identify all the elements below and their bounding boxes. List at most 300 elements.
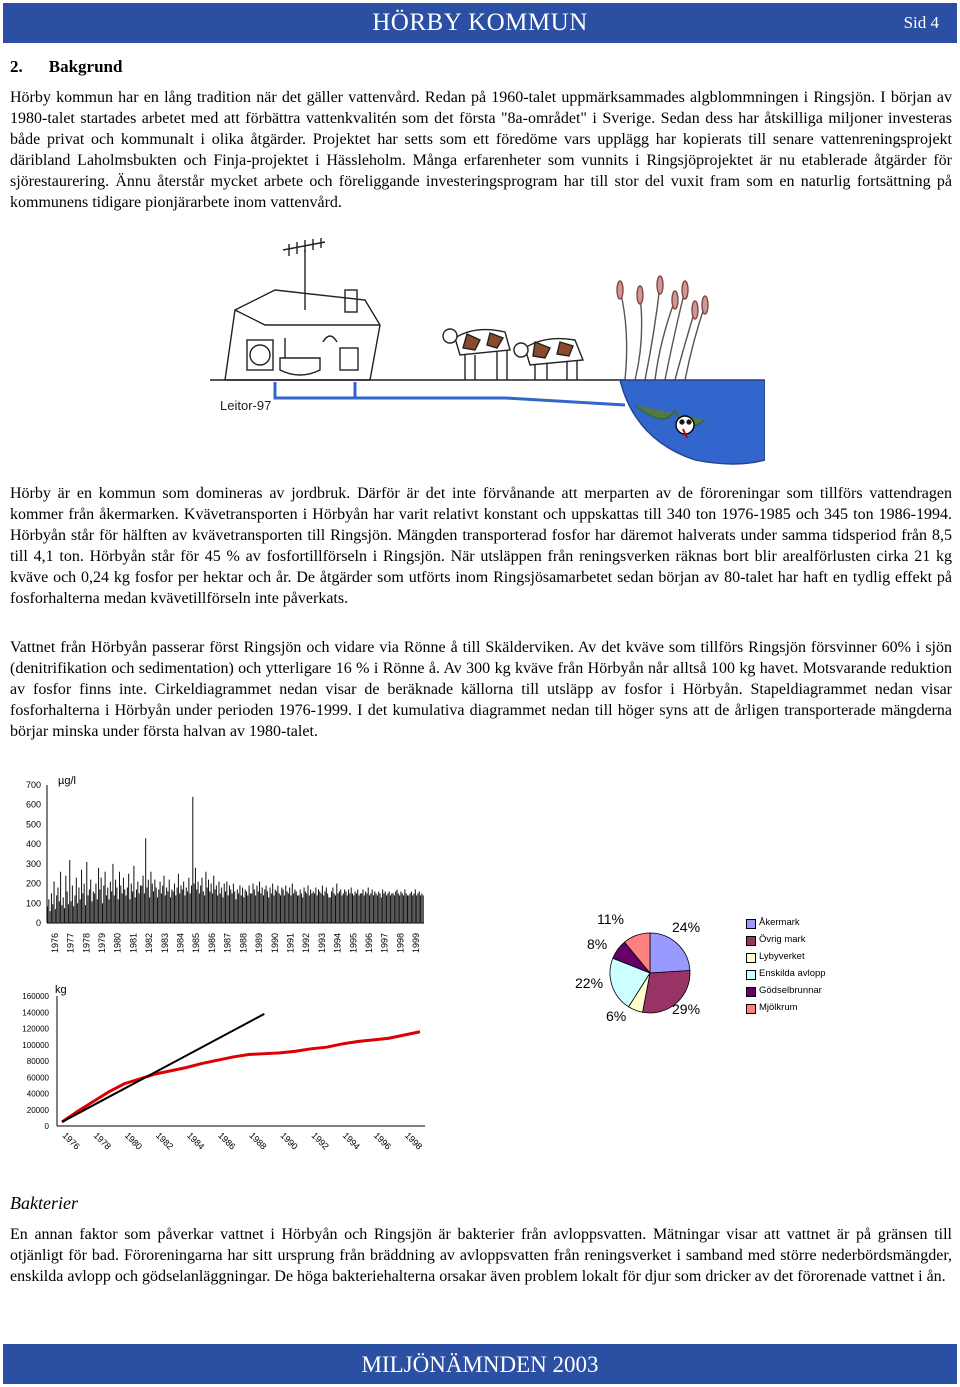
- bar-x-tick-label: 1991: [285, 932, 296, 953]
- legend-label: Övrig mark: [759, 934, 806, 945]
- bar: [416, 895, 417, 923]
- bar: [224, 884, 225, 923]
- bar: [268, 897, 269, 923]
- bar: [412, 895, 413, 923]
- bar: [190, 893, 191, 923]
- bar: [72, 886, 73, 923]
- line-x-tick-label: 1978: [91, 1130, 113, 1152]
- section-heading: [10, 57, 122, 77]
- bar: [77, 903, 78, 923]
- bar: [54, 882, 55, 923]
- bar: [137, 882, 138, 923]
- bar: [317, 895, 318, 923]
- legend-item: [746, 917, 906, 934]
- legend-label: Åkermark: [759, 917, 800, 928]
- bar: [331, 891, 332, 923]
- bar: [71, 901, 72, 923]
- line-x-tick-label: 1998: [403, 1130, 425, 1152]
- bar: [326, 888, 327, 923]
- bar: [414, 893, 415, 923]
- bar: [232, 893, 233, 923]
- bar: [56, 895, 57, 923]
- bar-x-tick-label: 1994: [332, 932, 343, 953]
- bar: [321, 893, 322, 923]
- bar: [256, 886, 257, 923]
- bar-y-tick-label: 300: [25, 858, 41, 869]
- bar: [67, 891, 68, 923]
- bar: [249, 886, 250, 923]
- bar: [184, 895, 185, 923]
- bar: [421, 893, 422, 923]
- bar: [275, 889, 276, 923]
- bar: [55, 909, 56, 923]
- bar: [196, 889, 197, 923]
- bar: [336, 884, 337, 923]
- bar: [179, 893, 180, 923]
- bar-x-tick-label: 1983: [159, 932, 170, 953]
- bar: [78, 888, 79, 923]
- bar: [109, 899, 110, 923]
- bar: [254, 889, 255, 923]
- bar: [247, 895, 248, 923]
- bar: [65, 876, 66, 923]
- bar: [198, 882, 199, 923]
- bar: [145, 838, 146, 923]
- bar: [123, 878, 124, 923]
- pie-label-lybyverket: 6%: [606, 1008, 627, 1024]
- bar: [342, 895, 343, 923]
- bar: [209, 891, 210, 923]
- bar: [229, 886, 230, 923]
- bar: [305, 891, 306, 923]
- bar: [379, 893, 380, 923]
- bar: [204, 895, 205, 923]
- bar: [160, 882, 161, 923]
- bar: [407, 895, 408, 923]
- bar: [362, 889, 363, 923]
- bar: [313, 891, 314, 923]
- bar: [306, 893, 307, 923]
- line-x-tick-label: 1988: [247, 1130, 269, 1152]
- pie-label-mjolkrum: 11%: [597, 911, 624, 927]
- bar: [174, 884, 175, 923]
- bar: [280, 895, 281, 923]
- bar-x-tick-label: 1980: [112, 932, 123, 953]
- bar: [267, 891, 268, 923]
- bar: [368, 888, 369, 923]
- bar-x-tick-label: 1987: [222, 932, 233, 953]
- bar: [376, 893, 377, 923]
- bar: [245, 889, 246, 923]
- bar: [417, 893, 418, 923]
- pie-slice: [650, 933, 690, 973]
- bar: [225, 891, 226, 923]
- section-number: 2.: [10, 57, 23, 76]
- bar: [95, 884, 96, 923]
- bar: [359, 895, 360, 923]
- bar: [325, 891, 326, 923]
- bar: [310, 889, 311, 923]
- bar: [85, 905, 86, 923]
- bar: [139, 893, 140, 923]
- pie-label-enskilda-avlopp: 22%: [575, 975, 604, 991]
- section-title: Bakgrund: [48, 57, 123, 76]
- bar: [397, 889, 398, 923]
- bar: [233, 884, 234, 923]
- bar: [385, 891, 386, 923]
- bar: [51, 893, 52, 923]
- legend-swatch: [746, 987, 756, 997]
- bar: [345, 891, 346, 923]
- bar: [360, 893, 361, 923]
- bar: [302, 897, 303, 923]
- bar: [378, 891, 379, 923]
- bar: [141, 886, 142, 923]
- bar: [124, 889, 125, 923]
- bar: [191, 886, 192, 923]
- bar: [200, 886, 201, 923]
- bar: [60, 872, 61, 923]
- legend-swatch: [746, 953, 756, 963]
- line-x-tick-label: 1996: [371, 1130, 394, 1152]
- legend-swatch: [746, 1004, 756, 1014]
- bar: [212, 893, 213, 923]
- bar: [173, 891, 174, 923]
- bar: [315, 888, 316, 923]
- bar: [194, 884, 195, 923]
- bar: [277, 886, 278, 923]
- bar-chart-ylabel: µg/l: [58, 775, 76, 787]
- legend-item: [746, 985, 906, 1002]
- bar: [157, 897, 158, 923]
- line-x-tick-label: 1984: [185, 1130, 207, 1152]
- bar: [355, 891, 356, 923]
- bar: [411, 891, 412, 923]
- bar: [260, 893, 261, 923]
- bar: [251, 893, 252, 923]
- bar: [281, 888, 282, 923]
- bar: [133, 866, 134, 923]
- bar: [48, 899, 49, 923]
- bar: [136, 889, 137, 923]
- bar: [239, 886, 240, 923]
- illustration-farm-pollution: [205, 230, 765, 470]
- bar: [199, 893, 200, 923]
- paragraph-history: Hörby kommun har en lång tradition när det gäller vattenvård. Redan på 1960-talet uppmärksammades algblommningen i Ringsjön. I början av 1980-talet startades arbetet med att förbättra vattenkvalitén som det första "8a-området" i Sverige. Sedan dess har åtskilliga miljoner investeras både privat och kommunalt i olika åtgärder. Projektet har setts som ett föredöme vars upplägg har kopierats till senare vattenreningsprojekt däribland Laholmsbukten och Finja-projektet i Hässleholm. Många erfarenheter som vunnits i Ringsjöprojektet är nu etablerade åtgärder för sjörestaurering. Ännu återstår mycket arbete och föreliggande investeringsprogram har till stor del vuxit fram som en naturlig fortsättning på kommunens tidigare pionjärarbete inom vattenvård.: [10, 89, 952, 211]
- bar: [408, 895, 409, 923]
- bar: [187, 891, 188, 923]
- legend-label: Lybyverket: [759, 951, 805, 962]
- bar: [246, 891, 247, 923]
- header-title: HÖRBY KOMMUN: [372, 9, 588, 36]
- bar-x-tick-label: 1996: [364, 932, 375, 953]
- bar: [293, 893, 294, 923]
- bar: [207, 888, 208, 923]
- legend-item: [746, 1002, 906, 1019]
- bar: [419, 891, 420, 923]
- bar-y-tick-label: 0: [35, 918, 41, 928]
- bar: [98, 868, 99, 923]
- bar: [369, 895, 370, 923]
- line-y-tick-label: 40000: [26, 1089, 49, 1099]
- bacteria-heading: Bakterier: [10, 1193, 78, 1213]
- line-x-tick-label: 1990: [278, 1130, 300, 1152]
- bar: [112, 864, 113, 923]
- bar: [238, 893, 239, 923]
- bar: [215, 889, 216, 923]
- bar: [415, 889, 416, 923]
- bar-y-tick-label: 700: [25, 780, 41, 790]
- legend-item: [746, 934, 906, 951]
- bar-x-tick-label: 1988: [238, 932, 249, 953]
- bar: [391, 893, 392, 923]
- pie-label-ovrig-mark: 29%: [672, 1001, 701, 1017]
- bar: [122, 893, 123, 923]
- bar: [156, 888, 157, 923]
- bar-x-tick-label: 1990: [269, 932, 280, 953]
- bar: [143, 876, 144, 923]
- bar: [423, 895, 424, 923]
- bar: [152, 884, 153, 923]
- bar: [253, 884, 254, 923]
- bar: [290, 895, 291, 923]
- bar: [374, 891, 375, 923]
- illustration-signature: Leitor-97: [220, 398, 272, 413]
- line-x-tick-label: 1982: [153, 1130, 176, 1152]
- bar-x-tick-label: 1986: [206, 932, 217, 953]
- bar: [102, 903, 103, 923]
- line-y-tick-label: 0: [44, 1122, 49, 1131]
- bar: [177, 888, 178, 923]
- line-x-tick-label: 1994: [340, 1130, 362, 1152]
- bar: [404, 889, 405, 923]
- bar: [216, 886, 217, 923]
- bar: [332, 888, 333, 923]
- bar: [74, 895, 75, 923]
- bar: [115, 880, 116, 923]
- bar: [153, 891, 154, 923]
- bar: [328, 897, 329, 923]
- bar: [311, 893, 312, 923]
- bar: [76, 878, 77, 923]
- cumulative-series-line: [62, 1032, 420, 1122]
- bar: [357, 889, 358, 923]
- bar: [398, 893, 399, 923]
- bar: [364, 895, 365, 923]
- bar: [390, 895, 391, 923]
- bar: [211, 884, 212, 923]
- bar: [255, 895, 256, 923]
- bar: [57, 888, 58, 923]
- bar: [116, 888, 117, 923]
- bar: [373, 895, 374, 923]
- bar: [221, 888, 222, 923]
- page-number: Sid 4: [903, 13, 939, 32]
- bar: [372, 889, 373, 923]
- bar: [82, 893, 83, 923]
- bar: [195, 868, 196, 923]
- bar: [127, 888, 128, 923]
- legend-swatch: [746, 936, 756, 946]
- bar: [178, 874, 179, 923]
- bar: [61, 905, 62, 923]
- bar: [183, 882, 184, 923]
- bar-x-tick-label: 1995: [348, 932, 359, 953]
- bar: [164, 876, 165, 923]
- bar: [218, 882, 219, 923]
- pie-label-godselbrunnar: 8%: [587, 936, 608, 952]
- legend-label: Gödselbrunnar: [759, 985, 822, 996]
- line-x-tick-label: 1976: [60, 1130, 82, 1152]
- bar: [181, 886, 182, 923]
- bar: [410, 893, 411, 923]
- bar: [217, 895, 218, 923]
- bar-x-tick-label: 1997: [379, 932, 390, 953]
- bar-y-tick-label: 100: [25, 898, 41, 909]
- bar-y-tick-label: 200: [25, 878, 41, 889]
- legend-item: [746, 951, 906, 968]
- bar: [90, 880, 91, 923]
- bar: [420, 895, 421, 923]
- bar: [101, 878, 102, 923]
- bar: [327, 893, 328, 923]
- bar: [80, 899, 81, 923]
- bar: [69, 860, 70, 923]
- bar: [228, 895, 229, 923]
- legend-label: Enskilda avlopp: [759, 968, 826, 979]
- bar: [319, 891, 320, 923]
- bar: [259, 882, 260, 923]
- bar: [131, 884, 132, 923]
- pie-label-akermark: 24%: [672, 919, 701, 935]
- bar: [93, 891, 94, 923]
- bar-x-tick-label: 1998: [395, 932, 406, 953]
- bar: [386, 895, 387, 923]
- bar-x-tick-label: 1978: [81, 932, 92, 953]
- bar: [81, 870, 82, 923]
- bar: [97, 899, 98, 923]
- bar: [186, 888, 187, 923]
- bar: [270, 888, 271, 923]
- bar: [382, 889, 383, 923]
- trend-line: [62, 1014, 264, 1122]
- bar: [203, 891, 204, 923]
- legend-swatch: [746, 919, 756, 929]
- bar: [338, 893, 339, 923]
- bar: [166, 888, 167, 923]
- bar: [402, 893, 403, 923]
- bar: [322, 886, 323, 923]
- line-x-tick-label: 1986: [216, 1130, 238, 1152]
- paragraph-water-flow: Vattnet från Hörbyån passerar först Ringsjön och vidare via Rönne å till Skälderviken. Av det kväve som tillförs Ringsjön försvinner 60% i sjön (denitrifikation och sedimentation) och ytterligare 16 % i Rönne å. Av 300 kg kväve från Hörbyån når alltså 100 kg havet. Motsvarande reduktion av fosfor finns inte. Cirkeldiagrammet nedan visar de beräknade källorna till utsläpp av fosfor i Hörbyån. Stapeldiagrammet nedan visar fosforhalterna i Hörbyån under perioden 1976-1999. I det kumulativa diagrammet nedan till höger syns att de årligen transporterade mängderna börjar minska under första halvan av 1980-talet.: [10, 639, 952, 740]
- bar: [304, 888, 305, 923]
- bar: [106, 895, 107, 923]
- bar: [234, 891, 235, 923]
- bar: [161, 893, 162, 923]
- line-y-tick-label: 80000: [26, 1057, 49, 1066]
- bar: [126, 895, 127, 923]
- bar: [314, 893, 315, 923]
- bar: [169, 880, 170, 923]
- bar-y-tick-label: 400: [25, 839, 41, 850]
- bar: [140, 886, 141, 923]
- bar: [297, 895, 298, 923]
- bar: [241, 895, 242, 923]
- bar: [99, 889, 100, 923]
- bar: [148, 880, 149, 923]
- bar: [349, 893, 350, 923]
- bar: [135, 897, 136, 923]
- bar-y-tick-label: 600: [25, 799, 41, 810]
- bar: [330, 897, 331, 923]
- bar: [406, 893, 407, 923]
- page-header: [3, 3, 957, 43]
- bar: [272, 884, 273, 923]
- paragraph-agriculture: Hörby är en kommun som domineras av jordbruk. Därför är det inte förvånande att merparten av de föroreningar som tillförs vattendragen kommer från åkermarken. Kvävetransporten i Hörbyån har varit relativt konstant och uppskattas till 340 ton 1976-1985 och 345 ton 1986-1994. Hörbyån står för hälften av kvävetransporten till Ringsjön. Mängden transporterad fosfor har däremot halverats under samma tidsperiod från 8,5 till 4,1 ton. Hörbyån står för 45 % av fosfortillförseln i Ringsjön. När utsläppen från reningsverken räknas bort blir arealförlusten cirka 21 kg kväve och 0,24 kg fosfor per hektar och år. De åtgärder som utförts inom Ringsjösamarbetet sedan början av 80-talet har haft en tydlig effekt på fosforhalterna medan kvävetillförseln inte påverkats.: [10, 485, 952, 607]
- bar-x-tick-label: 1976: [49, 932, 60, 953]
- bar: [165, 895, 166, 923]
- bar: [352, 893, 353, 923]
- bar: [92, 901, 93, 923]
- bar: [84, 884, 85, 923]
- bar: [220, 893, 221, 923]
- bar: [94, 893, 95, 923]
- bar: [107, 888, 108, 923]
- bar: [132, 891, 133, 923]
- bar: [266, 886, 267, 923]
- bar: [64, 908, 65, 923]
- bar: [47, 906, 48, 923]
- bar: [381, 897, 382, 923]
- bar: [339, 891, 340, 923]
- bar-x-tick-label: 1977: [65, 932, 76, 953]
- bar: [128, 874, 129, 923]
- bar: [289, 888, 290, 923]
- bar: [208, 880, 209, 923]
- bar: [361, 893, 362, 923]
- paragraph-bacteria: En annan faktor som påverkar vattnet i Hörbyån och Ringsjön är bakterier från avloppsvatten. Mätningar visar att vattnet är på gränsen till otjänligt för bad. Föroreningarna har sitt ursprung från bräddning av avloppsvatten från reningsverket i samband med större nederbördsmängder, enskilda avlopp och gödselanläggningar. De höga bakteriehalterna orsakar även problem lokalt för djur som dricker av det förorenade vattnet i ån.: [10, 1226, 952, 1285]
- bar: [263, 895, 264, 923]
- legend-label: Mjölkrum: [759, 1002, 798, 1013]
- bar: [351, 888, 352, 923]
- bar: [119, 872, 120, 923]
- bar: [271, 893, 272, 923]
- bar: [309, 895, 310, 923]
- bar: [50, 911, 51, 923]
- bar: [89, 889, 90, 923]
- line-y-tick-label: 140000: [22, 1008, 49, 1018]
- bar: [383, 893, 384, 923]
- line-chart-ylabel: kg: [55, 984, 67, 996]
- bar: [222, 897, 223, 923]
- page-footer: [3, 1344, 957, 1384]
- bar: [103, 886, 104, 923]
- bar: [88, 895, 89, 923]
- bar: [237, 889, 238, 923]
- bar: [323, 895, 324, 923]
- bar-x-tick-label: 1981: [128, 932, 139, 953]
- bar: [73, 906, 74, 923]
- bar: [68, 904, 69, 923]
- bar: [399, 895, 400, 923]
- bar-x-tick-label: 1982: [144, 932, 155, 953]
- bar: [264, 889, 265, 923]
- bar: [86, 862, 87, 923]
- line-y-tick-label: 100000: [22, 1040, 49, 1050]
- bar: [150, 872, 151, 923]
- bar-x-tick-label: 1989: [254, 932, 265, 953]
- bar: [192, 797, 193, 923]
